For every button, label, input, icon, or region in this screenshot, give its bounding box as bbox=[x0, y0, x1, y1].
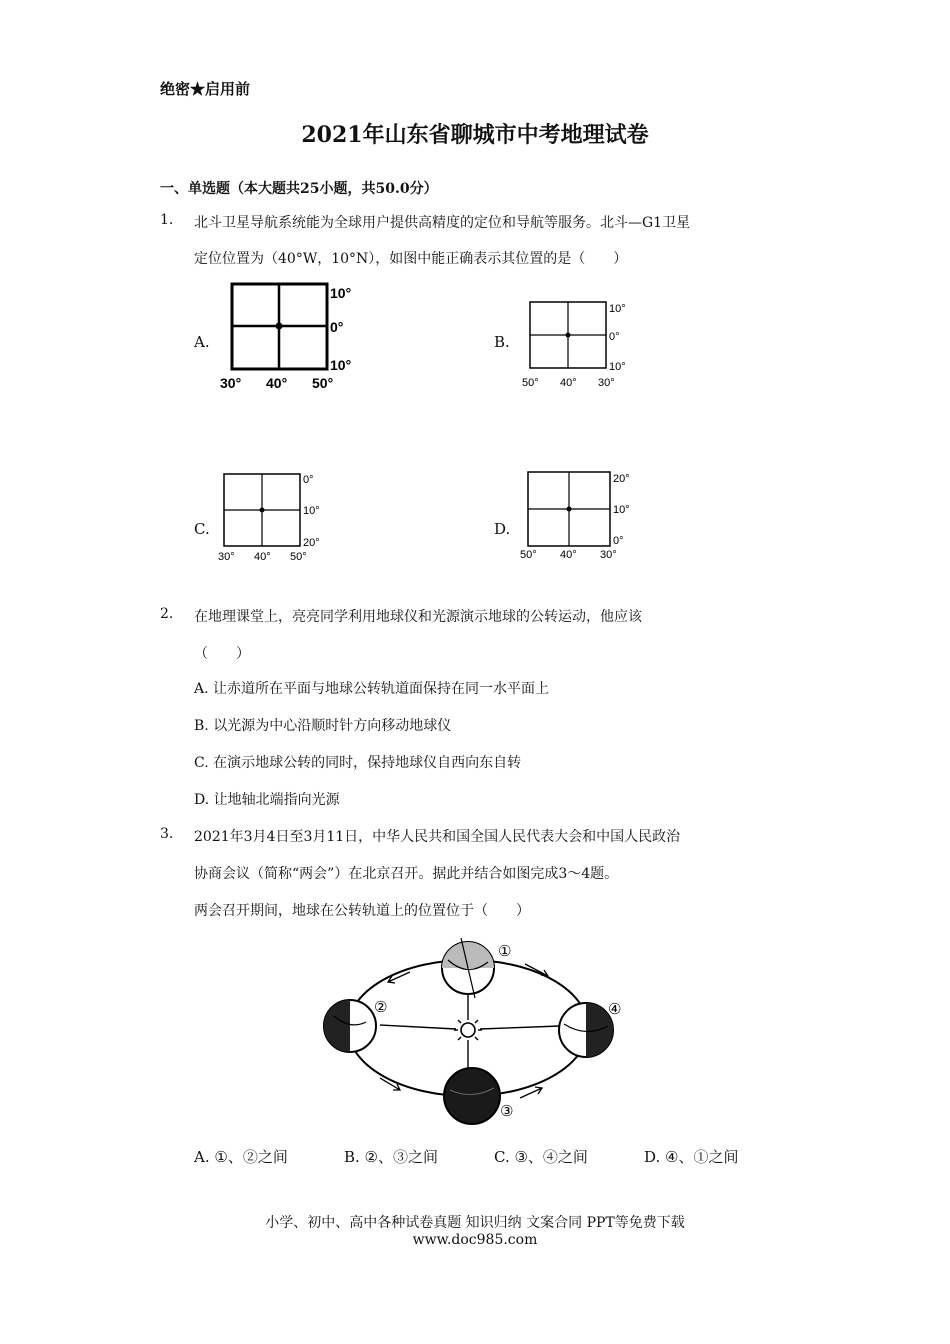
lat-label: 20° bbox=[613, 473, 630, 485]
page-title: 2021年山东省聊城市中考地理试卷 bbox=[301, 122, 649, 148]
lon-label: 30° bbox=[598, 377, 615, 389]
option-label: D. bbox=[494, 520, 511, 538]
question-text: 定位位置为（40°W，10°N），如图中能正确表示其位置的是（ ） bbox=[194, 251, 628, 267]
question-text: 北斗卫星导航系统能为全球用户提供高精度的定位和导航等服务。北斗—G1卫星 bbox=[194, 215, 691, 231]
lat-label: 0° bbox=[609, 331, 620, 343]
question-number: 2. bbox=[160, 606, 174, 622]
answer-option: D. ④、①之间 bbox=[644, 1148, 739, 1166]
position-marker: ③ bbox=[500, 1103, 514, 1120]
position-marker: ① bbox=[498, 943, 512, 960]
option-label: A. bbox=[194, 333, 210, 351]
lat-label: 0° bbox=[613, 535, 624, 547]
confidential-mark: 绝密★启用前 bbox=[160, 80, 251, 98]
answer-option: C. ③、④之间 bbox=[494, 1148, 588, 1166]
lat-label: 20° bbox=[303, 537, 320, 549]
orbit-diagram bbox=[320, 930, 640, 1130]
location-dot bbox=[260, 508, 265, 513]
answer-option: D. 让地轴北端指向光源 bbox=[194, 792, 340, 808]
question-number: 1. bbox=[160, 212, 174, 228]
position-marker: ② bbox=[374, 999, 388, 1016]
lat-label: 0° bbox=[330, 319, 344, 335]
grid-map-c bbox=[214, 468, 339, 564]
lon-label: 50° bbox=[312, 375, 334, 391]
lon-label: 30° bbox=[220, 375, 242, 391]
question-text: 协商会议（简称“两会”）在北京召开。据此并结合如图完成3～4题。 bbox=[194, 866, 619, 882]
lon-label: 40° bbox=[254, 551, 271, 563]
answer-option: C. 在演示地球公转的同时，保持地球仪自西向东自转 bbox=[194, 755, 522, 771]
section-heading: 一、单选题（本大题共25小题，共50.0分） bbox=[160, 181, 438, 197]
grid-map-b bbox=[520, 296, 645, 392]
footer-link[interactable]: www.doc985.com bbox=[412, 1232, 538, 1248]
answer-option: A. 让赤道所在平面与地球公转轨道面保持在同一水平面上 bbox=[194, 681, 550, 697]
sun-icon bbox=[454, 1016, 482, 1044]
question-text: 两会召开期间，地球在公转轨道上的位置位于（ ） bbox=[194, 903, 530, 919]
lat-label: 10° bbox=[609, 303, 626, 315]
location-dot bbox=[566, 333, 571, 338]
lon-label: 40° bbox=[560, 549, 577, 561]
lat-label: 10° bbox=[609, 361, 626, 373]
option-label: C. bbox=[194, 520, 210, 538]
light-ray bbox=[480, 1026, 560, 1029]
lon-label: 50° bbox=[522, 377, 539, 389]
location-dot bbox=[276, 323, 283, 330]
lat-label: 10° bbox=[330, 285, 352, 301]
earth-globe-icon bbox=[444, 1068, 500, 1124]
earth-globe-icon bbox=[442, 938, 494, 998]
question-text: 在地理课堂上，亮亮同学利用地球仪和光源演示地球的公转运动，他应该 bbox=[194, 609, 642, 625]
lon-label: 30° bbox=[218, 551, 235, 563]
position-marker: ④ bbox=[608, 1001, 622, 1018]
question-text: 2021年3月4日至3月11日，中华人民共和国全国人民代表大会和中国人民政治 bbox=[194, 829, 681, 845]
lat-label: 10° bbox=[330, 357, 352, 373]
grid-map-a bbox=[218, 280, 368, 395]
question-text: （ ） bbox=[194, 646, 250, 662]
answer-option: A. ①、②之间 bbox=[194, 1148, 288, 1166]
option-label: B. bbox=[494, 333, 510, 351]
lon-label: 50° bbox=[290, 551, 307, 563]
lat-label: 0° bbox=[303, 474, 314, 486]
lon-label: 40° bbox=[560, 377, 577, 389]
lon-label: 50° bbox=[520, 549, 537, 561]
lon-label: 30° bbox=[600, 549, 617, 561]
answer-option: B. ②、③之间 bbox=[344, 1148, 439, 1166]
orbit-arrow-icon bbox=[388, 972, 410, 983]
question-number: 3. bbox=[160, 826, 174, 842]
lat-label: 10° bbox=[303, 505, 320, 517]
lat-label: 10° bbox=[613, 504, 630, 516]
light-ray bbox=[380, 1025, 456, 1029]
location-dot bbox=[567, 507, 572, 512]
lon-label: 40° bbox=[266, 375, 288, 391]
answer-option: B. 以光源为中心沿顺时针方向移动地球仪 bbox=[194, 718, 452, 734]
footer-promo: 小学、初中、高中各种试卷真题 知识归纳 文案合同 PPT等免费下载 bbox=[265, 1215, 685, 1231]
earth-globe-icon bbox=[324, 1000, 376, 1052]
earth-globe-icon bbox=[559, 1003, 613, 1057]
grid-map-d bbox=[518, 466, 643, 562]
